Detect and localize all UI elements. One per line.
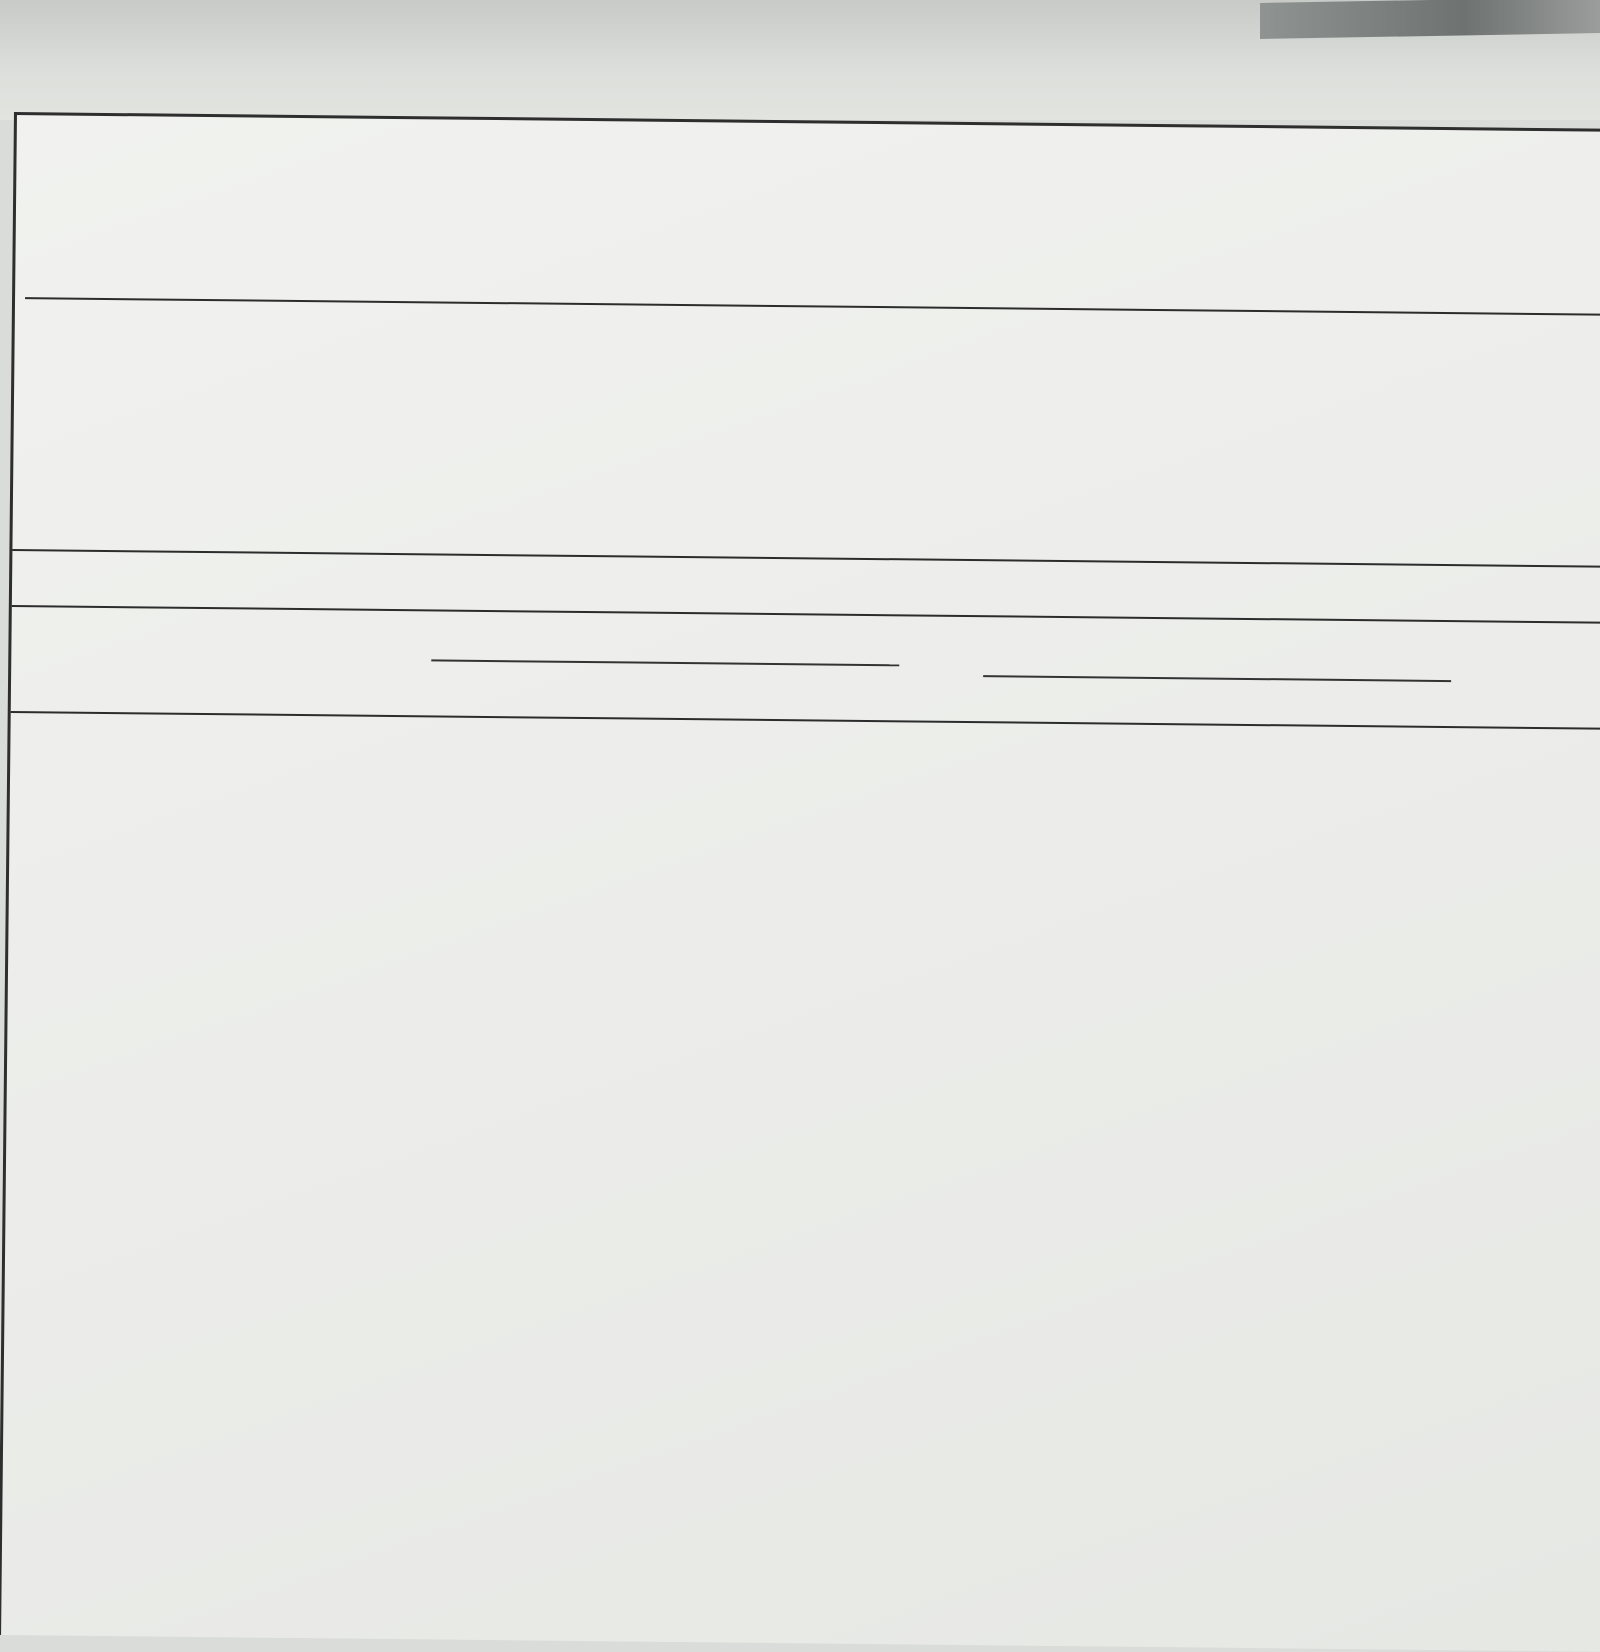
- group-children-label: [432, 621, 902, 626]
- divider: [25, 297, 1600, 316]
- pattern-envelope-back: [0, 112, 1600, 1652]
- group-girls-underline: [983, 675, 1451, 682]
- divider: [12, 605, 1600, 624]
- background-paper: [0, 0, 1600, 120]
- divider: [12, 549, 1600, 568]
- group-children-underline: [431, 659, 899, 666]
- divider: [11, 711, 1600, 730]
- group-girls-label: [984, 637, 1454, 642]
